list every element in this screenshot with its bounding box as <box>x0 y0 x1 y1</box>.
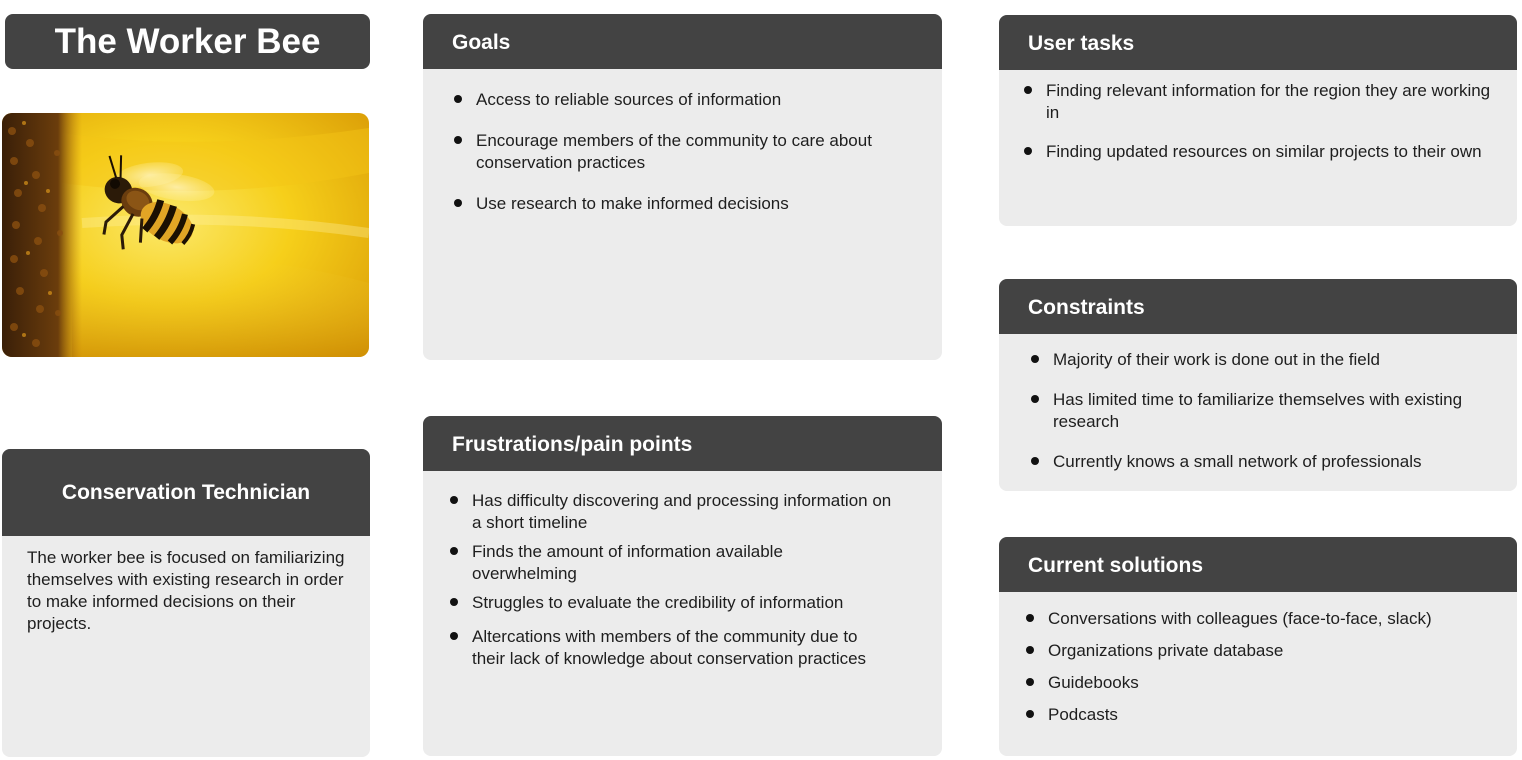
bullet-icon <box>450 496 458 504</box>
goal-item <box>476 89 916 111</box>
bullet-icon <box>1031 457 1039 465</box>
bullet-icon <box>1026 710 1034 718</box>
solution-item <box>1048 608 1503 630</box>
solution-text: Podcasts <box>1048 705 1118 724</box>
bullet-icon <box>1024 86 1032 94</box>
frustration-item <box>472 490 892 534</box>
bee-photo <box>2 113 369 357</box>
goal-text: Access to reliable sources of information <box>476 90 782 109</box>
constraint-text: Currently knows a small network of professionals <box>1053 452 1422 471</box>
solution-item <box>1048 672 1503 694</box>
constraint-item <box>1053 451 1498 473</box>
user-tasks-card <box>999 15 1517 226</box>
solution-text: Organizations private database <box>1048 641 1284 660</box>
constraint-text: Has limited time to familiarize themselves with existing research <box>1053 390 1463 431</box>
role-description: The worker bee is focused on familiarizing themselves with existing research in order to make informed decisions on their projects. <box>27 548 345 633</box>
bullet-icon <box>1026 678 1034 686</box>
current-solutions-list <box>1048 608 1503 736</box>
role-card <box>2 449 370 757</box>
goal-item <box>476 193 916 215</box>
frustrations-card <box>423 416 942 756</box>
constraints-card <box>999 279 1517 491</box>
constraints-list <box>1053 349 1498 491</box>
bullet-icon <box>1031 395 1039 403</box>
goal-text: Encourage members of the community to care about conservation practices <box>476 131 872 172</box>
constraint-item <box>1053 349 1498 371</box>
frustration-item <box>472 592 892 614</box>
user-task-item <box>1046 80 1491 124</box>
role-heading: Conservation Technician <box>2 449 370 536</box>
frustrations-list <box>472 490 892 677</box>
user-tasks-list <box>1046 80 1491 180</box>
user-task-text: Finding relevant information for the region they are working in <box>1046 81 1491 122</box>
current-solutions-heading: Current solutions <box>999 537 1517 592</box>
solution-text: Conversations with colleagues (face-to-face, slack) <box>1048 609 1432 628</box>
bullet-icon <box>454 136 462 144</box>
goals-card <box>423 14 942 360</box>
frustration-item <box>472 541 892 585</box>
bee-photo-illustration <box>2 113 369 357</box>
bullet-icon <box>450 547 458 555</box>
bullet-icon <box>1024 147 1032 155</box>
current-solutions-card <box>999 537 1517 756</box>
frustrations-heading: Frustrations/pain points <box>423 416 942 471</box>
solution-item <box>1048 704 1503 726</box>
constraint-item <box>1053 389 1498 433</box>
persona-title: The Worker Bee <box>5 14 370 69</box>
bullet-icon <box>1026 646 1034 654</box>
goals-list <box>476 89 916 234</box>
constraints-heading: Constraints <box>999 279 1517 334</box>
bullet-icon <box>454 199 462 207</box>
frustration-text: Struggles to evaluate the credibility of information <box>472 593 844 612</box>
solution-item <box>1048 640 1503 662</box>
frustration-text: Has difficulty discovering and processing information on a short timeline <box>472 491 892 532</box>
goals-heading: Goals <box>423 14 942 69</box>
frustration-text: Finds the amount of information available overwhelming <box>472 542 783 583</box>
bullet-icon <box>454 95 462 103</box>
goal-text: Use research to make informed decisions <box>476 194 789 213</box>
bullet-icon <box>450 632 458 640</box>
user-tasks-heading: User tasks <box>999 15 1517 70</box>
bullet-icon <box>1026 614 1034 622</box>
solution-text: Guidebooks <box>1048 673 1139 692</box>
goal-item <box>476 130 916 174</box>
constraint-text: Majority of their work is done out in the field <box>1053 350 1380 369</box>
bullet-icon <box>450 598 458 606</box>
user-task-item <box>1046 141 1491 163</box>
frustration-item <box>472 626 892 670</box>
bullet-icon <box>1031 355 1039 363</box>
user-task-text: Finding updated resources on similar projects to their own <box>1046 142 1482 161</box>
frustration-text: Altercations with members of the community due to their lack of knowledge about conservation practices <box>472 627 867 668</box>
